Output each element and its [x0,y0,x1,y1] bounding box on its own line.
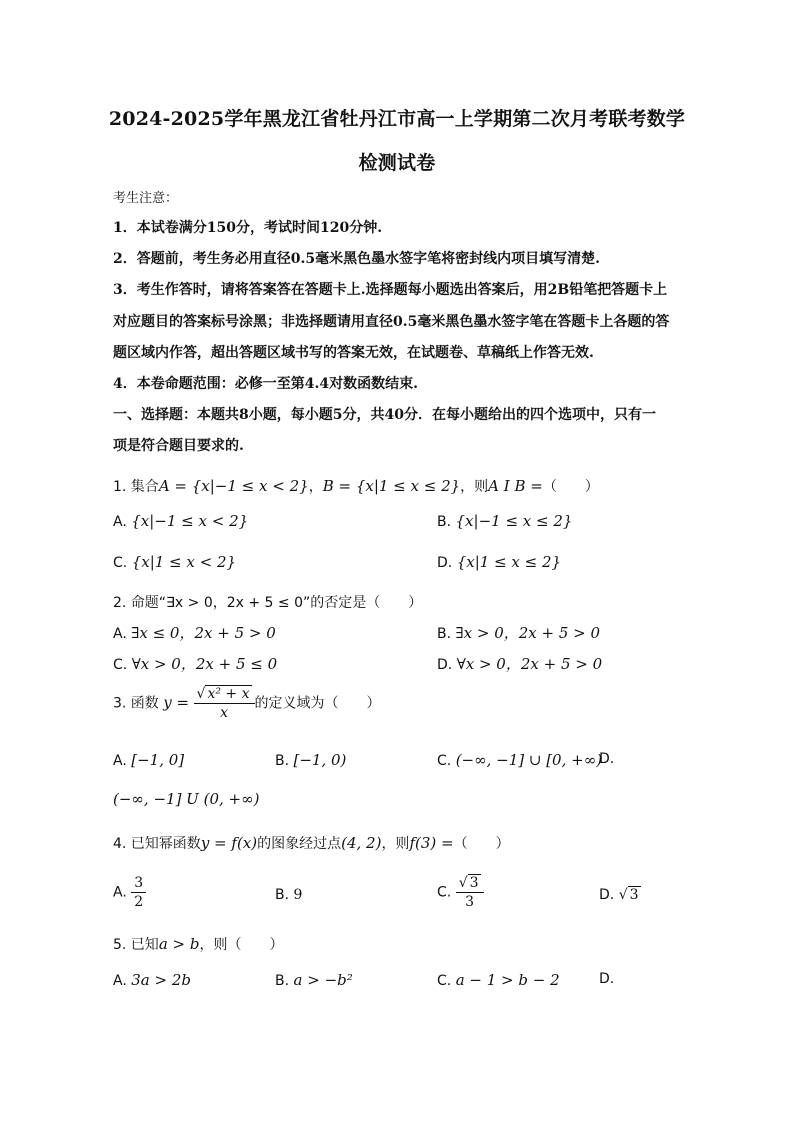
q5-option-b[interactable]: B. a > −b² [275,971,353,989]
q3-option-c[interactable]: C. (−∞, −1] ∪ [0, +∞) [437,751,603,769]
q3-lhs: y = [163,693,190,712]
section-heading-line2: 项是符合题目要求的. [113,438,244,454]
q5-option-d[interactable]: D. [599,971,615,987]
notice-3-cont-2: 题区域内作答，超出答题区域书写的答案无效，在试题卷、草稿纸上作答无效. [113,345,594,361]
q4-option-c[interactable]: C. $\frac{√ 3}{3}$ [437,875,484,910]
q1-ask: ，则 [460,479,489,495]
q3-option-d[interactable]: (−∞, −1] U (0, +∞) [113,790,260,808]
q1-option-a[interactable]: A. {x|−1 ≤ x < 2} [113,512,249,530]
q3-option-b[interactable]: B. [−1, 0) [275,751,347,769]
q1-paren: （ ） [542,479,599,495]
q2-option-c[interactable]: C. ∀x > 0，2x + 5 ≤ 0 [113,655,278,673]
q4-option-a[interactable]: A. $\frac{3}{2}$ [113,875,146,910]
q4-option-d[interactable]: D. √ 3 [599,887,639,903]
exam-title-line1: 2024-2025学年黑龙江省牡丹江市高一上学期第二次月考联考数学 [108,108,686,130]
notice-3-cont-1: 对应题目的答案标号涂黑；非选择题请用直径0.5毫米黑色墨水签字笔在答题卡上各题的答 [113,314,670,330]
q3-numerator: x² + x [207,686,250,702]
q2-option-b[interactable]: B. ∃x > 0，2x + 5 > 0 [437,624,601,642]
notice-1: 1．本试卷满分150分，考试时间120分钟. [113,220,383,236]
q3-denominator: x [220,705,228,721]
q5-option-c[interactable]: C. a − 1 > b − 2 [437,971,560,989]
q2-option-a[interactable]: A. ∃x ≤ 0，2x + 5 > 0 [113,624,276,642]
question-1-stem [113,476,599,496]
question-4-stem: 4. 已知幂函数y = f(x)的图象经过点(4, 2)，则f(3) =（ ） [113,834,510,852]
q3-option-d-label[interactable]: D. [599,751,615,767]
q5-option-a[interactable]: A. 3a > 2b [113,971,191,989]
q3-fraction: $\frac{\text{√ x² + x}}{x}$ [194,686,255,721]
q1-prefix: 1. 集合 [113,479,159,495]
section-heading-line1: 一、选择题：本题共8小题，每小题5分，共40分．在每小题给出的四个选项中，只有一 [113,407,656,423]
notice-4: 4．本卷命题范围：必修一至第4.4对数函数结束. [113,376,418,392]
q1-sep: ， [308,479,323,495]
notice-heading: 考生注意： [113,191,179,206]
notice-2: 2．答题前，考生务必用直径0.5毫米黑色墨水签字笔将密封线内项目填写清楚. [113,251,600,267]
exam-title-line2: 检测试卷 [358,152,436,174]
q1-option-b[interactable]: B. {x|−1 ≤ x ≤ 2} [437,512,573,530]
q1-set-b: B = {x|1 ≤ x ≤ 2} [322,477,461,495]
question-3-stem: 3. 函数 y = $\frac{\text{√ x² + x}}{x}$ 的定义域为（ ） [113,686,381,721]
q1-option-c[interactable]: C. {x|1 ≤ x < 2} [113,553,237,571]
notice-3: 3．考生作答时，请将答案答在答题卡上.选择题每小题选出答案后，用2B铅笔把答题卡上 [113,282,668,298]
q1-option-d[interactable]: D. {x|1 ≤ x ≤ 2} [437,553,562,571]
q1-expression: A I B = [488,477,543,495]
q3-option-a[interactable]: A. [−1, 0] [113,751,185,769]
question-2-stem: 2. 命题“∃x > 0，2x + 5 ≤ 0”的否定是（ ） [113,595,423,611]
q4-option-b[interactable]: B. 9 [275,887,303,903]
q2-option-d[interactable]: D. ∀x > 0，2x + 5 > 0 [437,655,603,673]
question-5-stem: 5. 已知a > b，则（ ） [113,935,284,953]
q1-set-a: A = {x|−1 ≤ x < 2} [158,477,309,495]
